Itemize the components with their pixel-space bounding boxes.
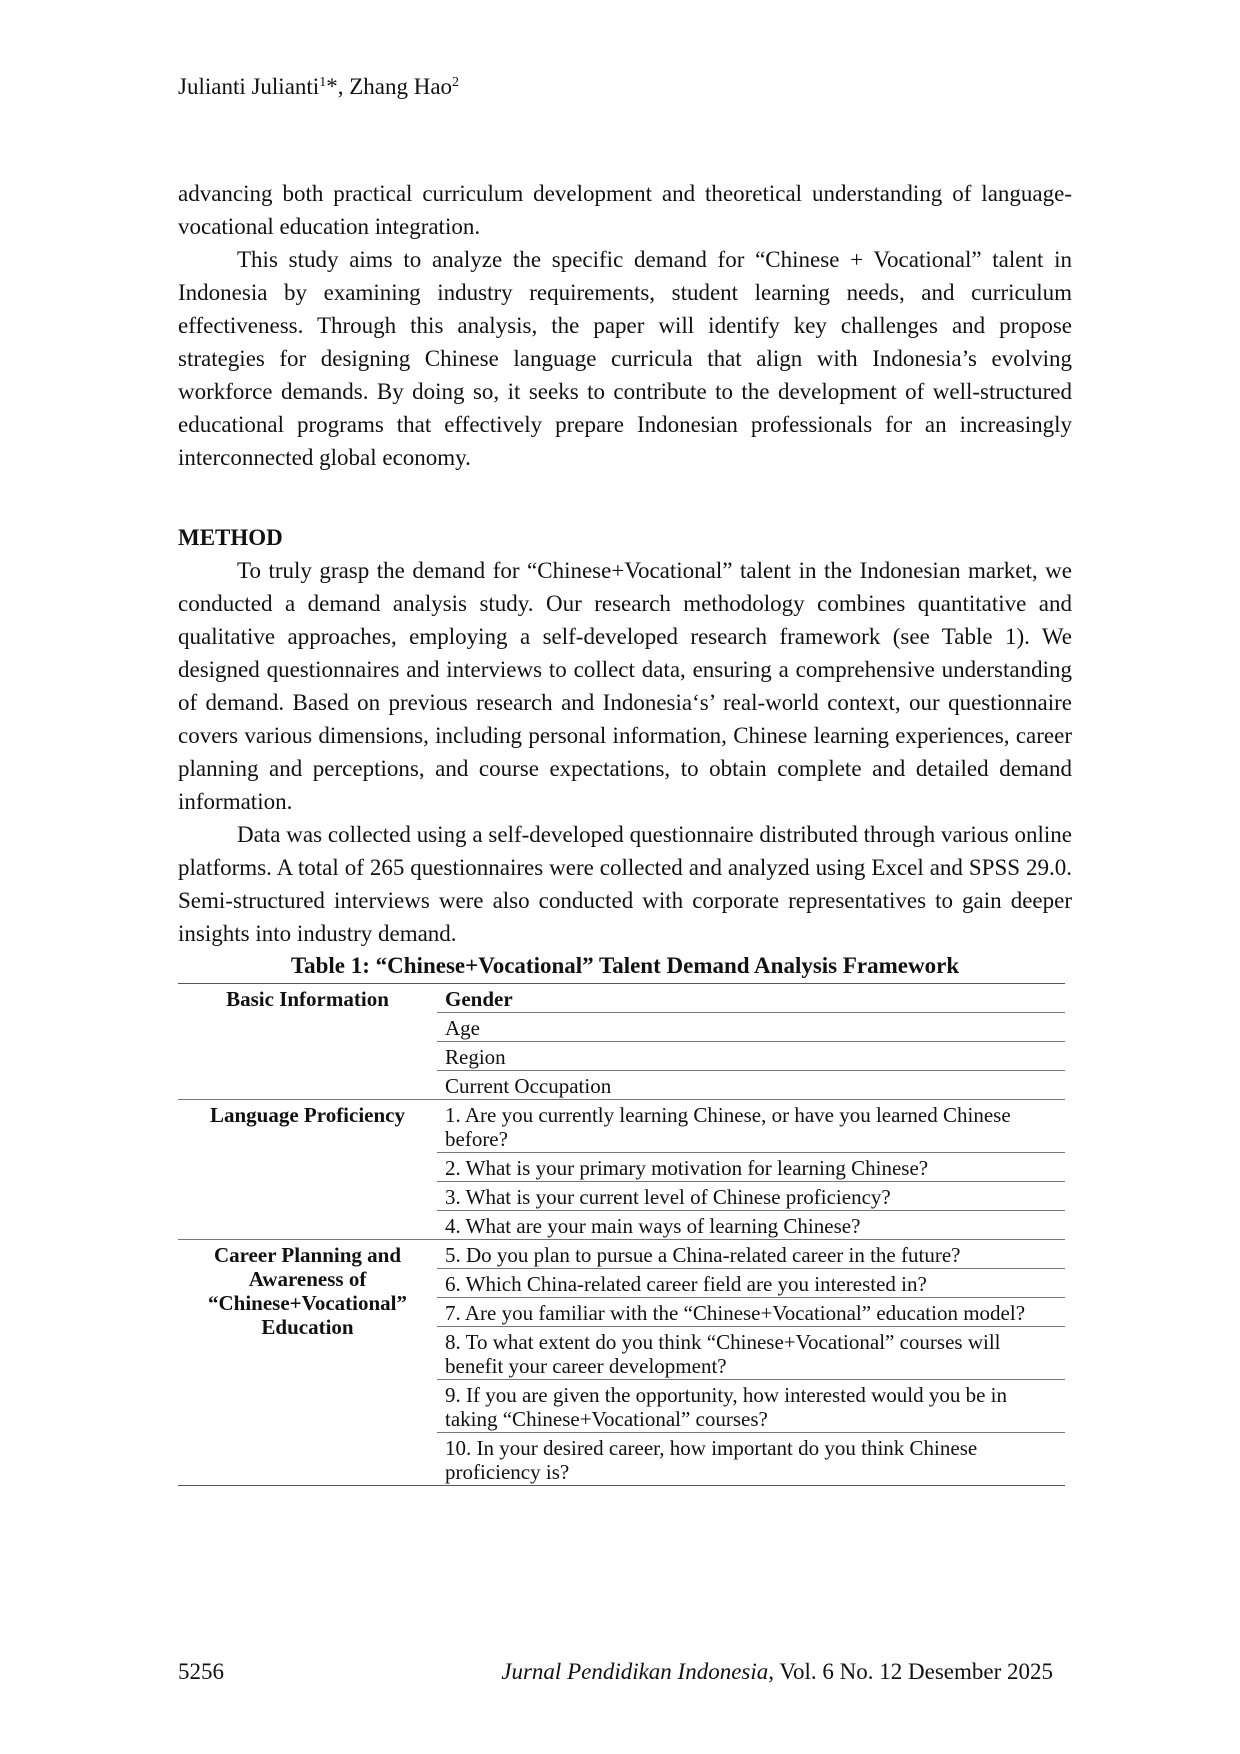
- journal-issue: , Vol. 6 No. 12 Desember 2025: [768, 1659, 1053, 1684]
- author-name-2: *, Zhang Hao: [326, 74, 453, 99]
- intro-paragraph-1: advancing both practical curriculum development and theoretical understanding of language-vocational education integration.: [178, 181, 1072, 239]
- intro-paragraph-2: This study aims to analyze the specific demand for “Chinese + Vocational” talent in Indonesia by examining industry requirements, student learning needs, and curriculum effectiveness. Through this analysis, the paper will identify key challenges and propose strategies for designing Chinese language curricula that align with Indonesia’s evolving workforce demands. By doing so, it seeks to contribute to the development of well-structured educational programs that effectively prepare Indonesian professionals for an increasingly interconnected global economy.: [178, 247, 1072, 470]
- item-cell: 2. What is your primary motivation for learning Chinese?: [437, 1153, 1065, 1182]
- item-cell: 6. Which China-related career field are you interested in?: [437, 1269, 1065, 1298]
- item-cell: 4. What are your main ways of learning Chinese?: [437, 1211, 1065, 1240]
- item-cell: Age: [437, 1013, 1065, 1042]
- item-cell: 8. To what extent do you think “Chinese+Vocational” courses will benefit your career development?: [437, 1327, 1065, 1380]
- item-cell: 9. If you are given the opportunity, how interested would you be in taking “Chinese+Vocational” courses?: [437, 1380, 1065, 1433]
- method-paragraph-2: Data was collected using a self-developed questionnaire distributed through various online platforms. A total of 265 questionnaires were collected and analyzed using Excel and SPSS 29.0. Semi-structured interviews were also conducted with corporate representatives to gain deeper insights into industry demand.: [178, 822, 1072, 946]
- affiliation-mark-2: 2: [452, 75, 460, 90]
- page-number: 5256: [178, 1659, 224, 1684]
- item-cell: 1. Are you currently learning Chinese, or have you learned Chinese before?: [437, 1100, 1065, 1153]
- item-cell: Gender: [437, 984, 1065, 1013]
- category-cell: Career Planning and Awareness of “Chinese+Vocational” Education: [178, 1240, 437, 1486]
- method-paragraph-1: To truly grasp the demand for “Chinese+Vocational” talent in the Indonesian market, we conducted a demand analysis study. Our research methodology combines quantitative and qualitative approaches, employing a self-developed research framework (see Table 1). We designed questionnaires and interviews to collect data, ensuring a comprehensive understanding of demand. Based on previous research and Indonesia‘s’ real-world context, our questionnaire covers various dimensions, including personal information, Chinese learning experiences, career planning and perceptions, and course expectations, to obtain complete and detailed demand information.: [178, 558, 1072, 814]
- category-cell: Basic Information: [226, 987, 389, 1011]
- item-cell: 5. Do you plan to pursue a China-related career in the future?: [437, 1240, 1065, 1269]
- category-cell: Language Proficiency: [178, 1100, 437, 1240]
- journal-citation: [446, 1657, 1053, 1687]
- framework-table: [178, 983, 1065, 1486]
- running-header-authors: [178, 72, 459, 102]
- table-row: [178, 1240, 1065, 1269]
- item-cell: 3. What is your current level of Chinese proficiency?: [437, 1182, 1065, 1211]
- method-heading: METHOD: [178, 525, 283, 550]
- journal-name: Jurnal Pendidikan Indonesia: [501, 1659, 769, 1684]
- method-section: [178, 554, 1072, 950]
- table-caption: Table 1: “Chinese+Vocational” Talent Demand Analysis Framework: [290, 953, 960, 978]
- table-row: [178, 1100, 1065, 1153]
- intro-section: [178, 177, 1072, 474]
- author-name-1: Julianti Julianti: [178, 74, 320, 99]
- item-cell: 7. Are you familiar with the “Chinese+Vocational” education model?: [437, 1298, 1065, 1327]
- item-cell: Region: [437, 1042, 1065, 1071]
- item-cell: Current Occupation: [437, 1071, 1065, 1100]
- item-cell: 10. In your desired career, how important do you think Chinese proficiency is?: [445, 1436, 978, 1484]
- affiliation-mark-1: 1: [319, 75, 327, 90]
- table-row: [178, 984, 1065, 1013]
